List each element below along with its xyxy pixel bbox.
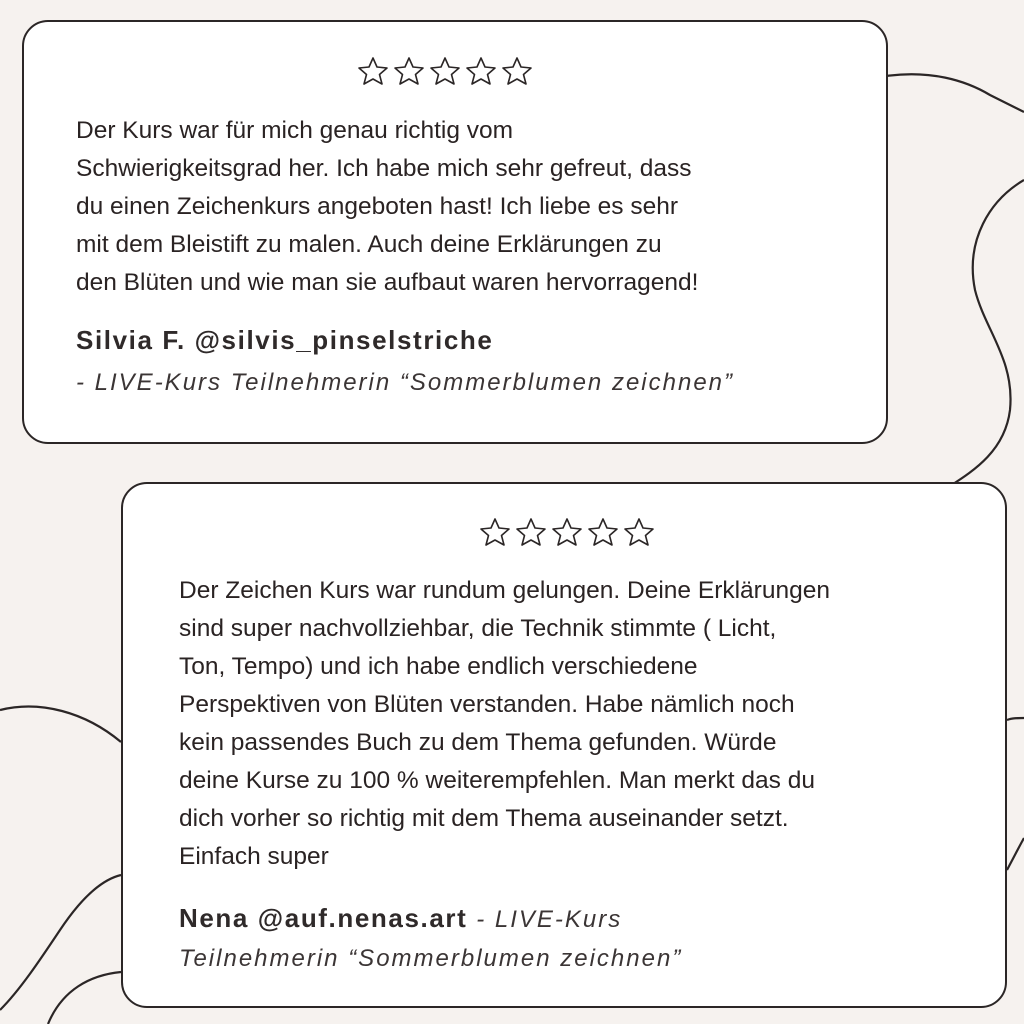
star-icon [550, 516, 584, 548]
curve-left-bottom-2 [48, 972, 121, 1024]
review-text: Der Zeichen Kurs war rundum gelungen. Deine Erklärungen sind super nachvollziehbar, die Technik stimmte ( Licht, Ton, Tempo) und ich habe endlich verschiedene Perspektiven von Blüten verstanden. Habe nämlich noch kein passendes Buch zu dem Thema gefunden. Würde deine Kurse zu 100 % weiterempfehlen. Man merkt das du dich vorher so richtig mit dem Thema auseinander setzt. Einfach super [179, 577, 830, 870]
star-icon [392, 55, 426, 87]
curve-right-mid [950, 180, 1024, 486]
star-icon [356, 55, 390, 87]
star-icon [500, 55, 534, 87]
review-role-part2: Teilnehmerin “Sommerblumen zeichnen” [179, 945, 683, 972]
review-card [22, 20, 888, 444]
star-icon [428, 55, 462, 87]
review-text: Der Kurs war für mich genau richtig vom Schwierigkeitsgrad her. Ich habe mich sehr gefreut, dass du einen Zeichenkurs angeboten hast! Ich liebe es sehr mit dem Bleistift zu malen. Auch deine Erklärungen zu den Blüten und wie man sie aufbaut waren hervorragend! [76, 117, 699, 296]
curve-right-bottom-2 [1007, 838, 1024, 870]
star-icon [622, 516, 656, 548]
review-author-line [179, 898, 979, 940]
curve-right-bottom [1007, 718, 1024, 720]
curve-left-mid [0, 707, 121, 742]
review-card [121, 482, 1007, 1008]
review-role-part1: - LIVE-Kurs [476, 906, 623, 933]
review-author: Nena @auf.nenas.art [179, 903, 468, 933]
star-rating [478, 516, 656, 548]
review-author: Silvia F. @silvis_pinselstriche [76, 325, 494, 355]
star-icon [586, 516, 620, 548]
review-role: - LIVE-Kurs Teilnehmerin “Sommerblumen zeichnen” [76, 369, 735, 396]
star-icon [478, 516, 512, 548]
curve-right-top [886, 74, 1024, 112]
star-rating [356, 55, 534, 87]
curve-left-bottom [0, 875, 121, 1010]
star-icon [464, 55, 498, 87]
star-icon [514, 516, 548, 548]
